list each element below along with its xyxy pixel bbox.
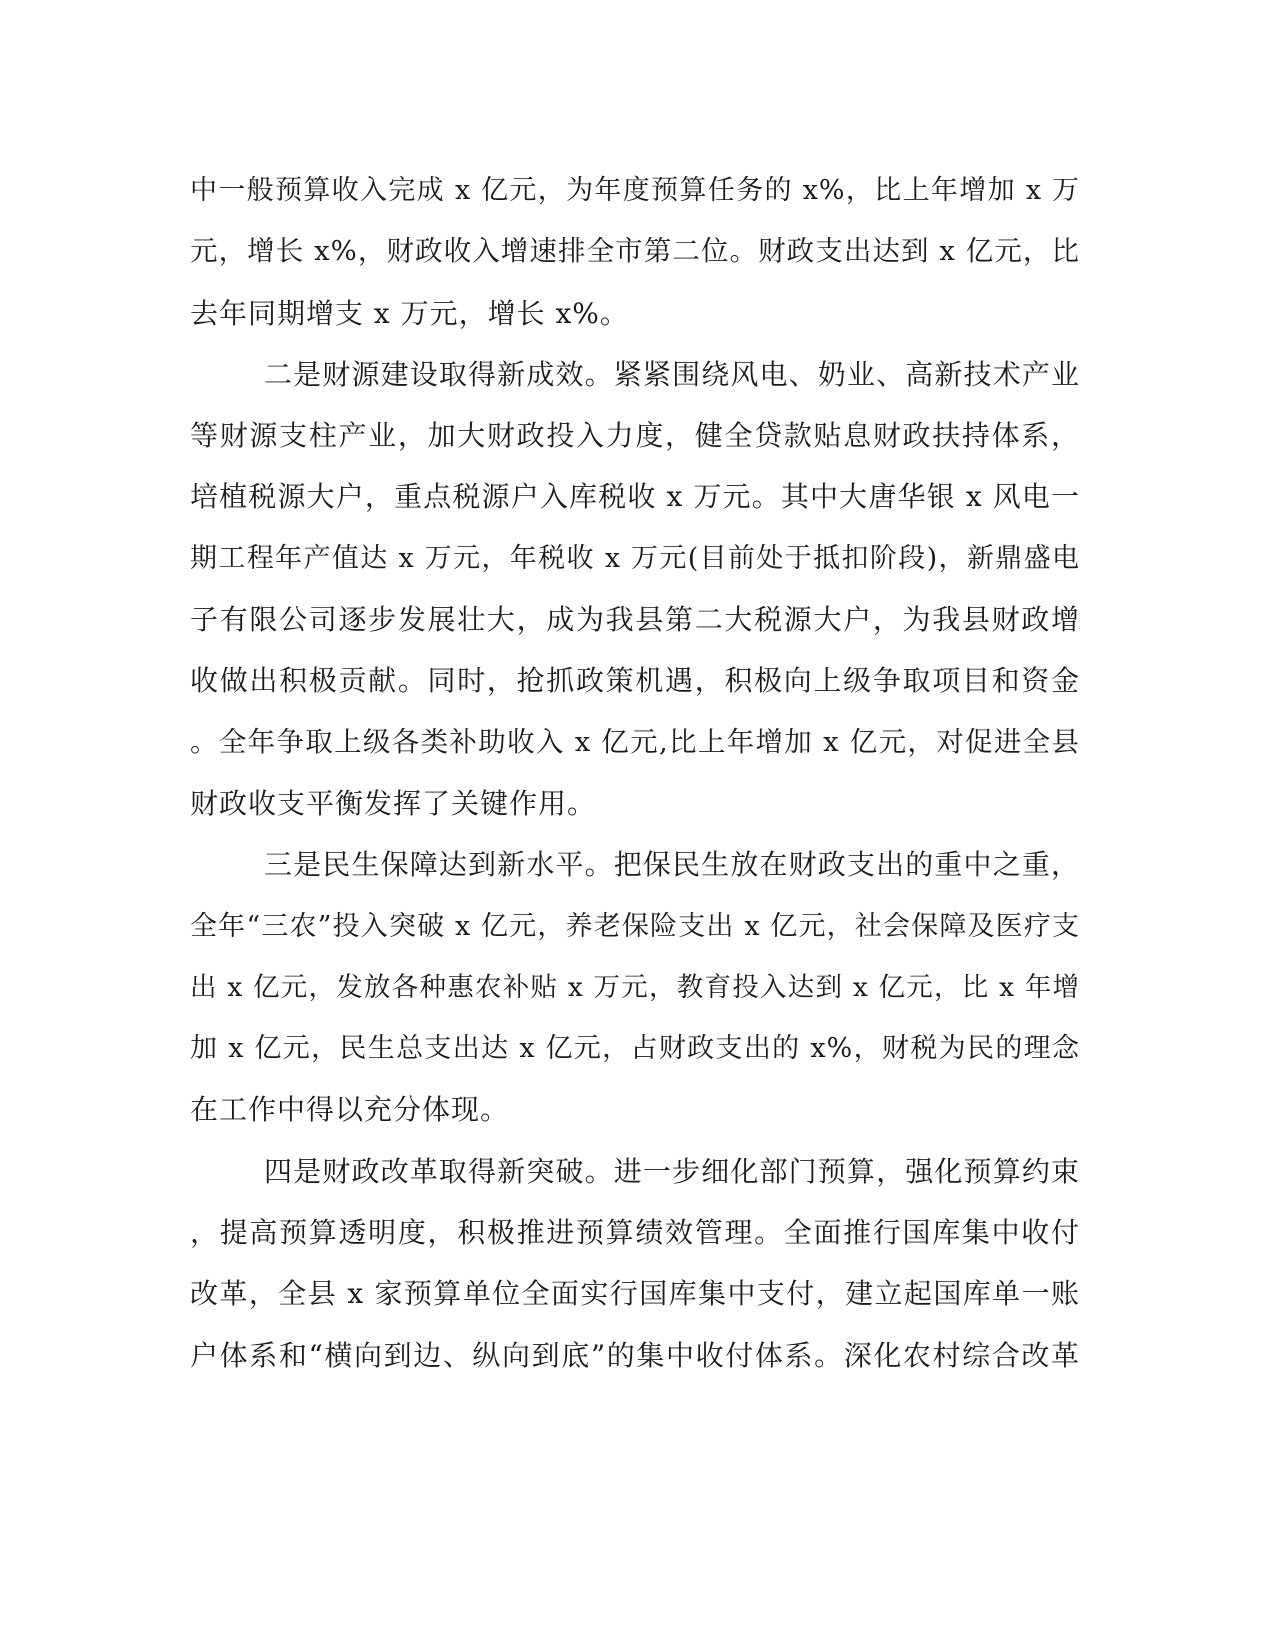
text-line: 培植税源大户，重点税源户入库税收 x 万元。其中大唐华银 x 风电一 — [190, 480, 1080, 514]
document-body — [190, 160, 1080, 1386]
text-line: 等财源支柱产业，加大财政投入力度，健全贷款贴息财政扶持体系， — [190, 419, 1080, 453]
text-line: 。全年争取上级各类补助收入 x 亿元,比上年增加 x 亿元，对促进全县 — [190, 725, 1080, 758]
text-line: ，提高预算透明度，积极推进预算绩效管理。全面推行国库集中收付 — [190, 1216, 1080, 1250]
text-line: 去年同期增支 x 万元，增长 x%。 — [190, 296, 629, 330]
text-line: 改革，全县 x 家预算单位全面实行国库集中支付，建立起国库单一账 — [190, 1277, 1080, 1311]
text-line: 子有限公司逐步发展壮大，成为我县第二大税源大户，为我县财政增 — [190, 603, 1080, 637]
text-line: 户体系和“横向到边、纵向到底”的集中收付体系。深化农村综合改革 — [190, 1338, 1080, 1372]
text-line: 全年“三农”投入突破 x 亿元，养老保险支出 x 亿元，社会保障及医疗支 — [190, 910, 1080, 942]
text-line: 元，增长 x%，财政收入增速排全市第二位。财政支出达到 x 亿元，比 — [190, 235, 1080, 268]
text-line: 出 x 亿元，发放各种惠农补贴 x 万元，教育投入达到 x 亿元，比 x 年增 — [190, 971, 1080, 1003]
paragraph-start-line: 四是财政改革取得新突破。进一步细化部门预算，强化预算约束 — [264, 1154, 1080, 1188]
text-line: 在工作中得以充分体现。 — [190, 1093, 510, 1127]
text-line: 期工程年产值达 x 万元，年税收 x 万元(目前处于抵扣阶段)，新鼎盛电 — [190, 542, 1080, 574]
paragraph-start-line: 二是财源建设取得新成效。紧紧围绕风电、奶业、高新技术产业 — [264, 357, 1080, 391]
text-line: 中一般预算收入完成 x 亿元，为年度预算任务的 x%，比上年增加 x 万 — [190, 175, 1080, 206]
text-line: 收做出积极贡献。同时，抢抓政策机遇，积极向上级争取项目和资金 — [190, 664, 1080, 698]
text-line: 财政收支平衡发挥了关键作用。 — [190, 786, 597, 820]
text-line: 加 x 亿元，民生总支出达 x 亿元，占财政支出的 x%，财税为民的理念 — [190, 1033, 1080, 1065]
paragraph-start-line: 三是民生保障达到新水平。把保民生放在财政支出的重中之重， — [264, 848, 1080, 882]
